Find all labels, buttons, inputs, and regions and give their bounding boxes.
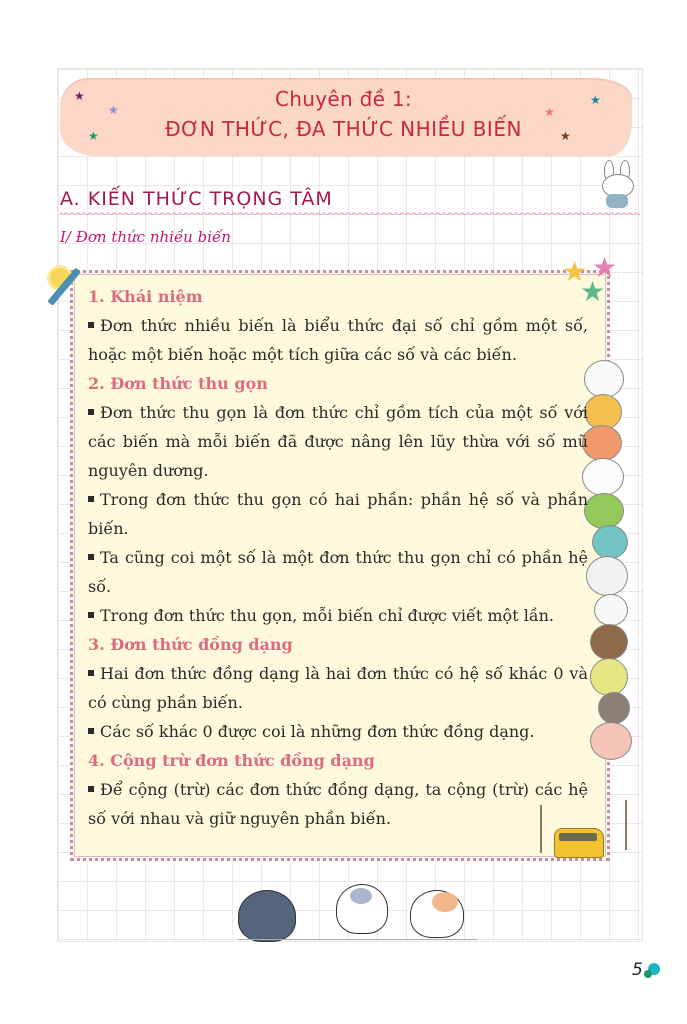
star-illustration: ★ bbox=[562, 255, 588, 288]
bullet-paragraph: Các số khác 0 được coi là những đơn thức đồng dạng. bbox=[88, 717, 588, 746]
critter-illustration bbox=[582, 458, 624, 496]
tree-illustration bbox=[625, 800, 627, 850]
bullet-icon bbox=[88, 786, 94, 792]
chapter-title: ĐƠN THỨC, ĐA THỨC NHIỀU BIẾN bbox=[165, 117, 522, 141]
chapter-label: Chuyên đề 1: bbox=[275, 87, 412, 111]
star-icon: ★ bbox=[590, 93, 601, 107]
bullet-icon bbox=[88, 409, 94, 415]
heading-cong-tru: 4. Cộng trừ đơn thức đồng dạng bbox=[88, 751, 375, 770]
heading-don-thuc-dong-dang: 3. Đơn thức đồng dạng bbox=[88, 635, 293, 654]
bullet-icon bbox=[88, 728, 94, 734]
critter-illustration bbox=[586, 556, 628, 596]
bullet-icon bbox=[88, 496, 94, 502]
bullet-paragraph: Trong đơn thức thu gọn, mỗi biến chỉ được viết một lần. bbox=[88, 601, 588, 630]
knowledge-content bbox=[88, 282, 588, 833]
star-icon: ★ bbox=[544, 105, 555, 119]
critter-illustration bbox=[590, 624, 628, 660]
star-illustration: ★ bbox=[580, 275, 606, 308]
page-dot-icon bbox=[644, 970, 652, 978]
critter-illustration bbox=[590, 658, 628, 696]
bullet-paragraph: Trong đơn thức thu gọn có hai phần: phần hệ số và phần biến. bbox=[88, 490, 588, 538]
critter-illustration bbox=[584, 360, 624, 398]
critter-illustration bbox=[584, 493, 624, 529]
heading-khai-niem: 1. Khái niệm bbox=[88, 287, 203, 306]
subsection-heading: I/ Đơn thức nhiều biến bbox=[60, 228, 231, 246]
page-number: 5 bbox=[632, 960, 643, 980]
critter-illustration bbox=[582, 425, 622, 461]
bullet-paragraph: Đơn thức nhiều biến là biểu thức đại số chỉ gồm một số, hoặc một biến hoặc một tích giữa các số và các biến. bbox=[88, 316, 588, 364]
bullet-paragraph: Hai đơn thức đồng dạng là hai đơn thức có hệ số khác 0 và có cùng phần biến. bbox=[88, 664, 588, 712]
bullet-paragraph: Để cộng (trừ) các đơn thức đồng dạng, ta cộng (trừ) các hệ số với nhau và giữ nguyên phần biến. bbox=[88, 780, 588, 828]
star-icon: ★ bbox=[74, 89, 85, 103]
star-illustration: ★ bbox=[592, 251, 618, 284]
bullet-icon bbox=[88, 554, 94, 560]
critter-illustration bbox=[590, 722, 632, 760]
cats-illustration bbox=[220, 880, 490, 950]
heading-don-thuc-thu-gon: 2. Đơn thức thu gọn bbox=[88, 374, 268, 393]
bunny-illustration bbox=[598, 160, 638, 210]
bullet-paragraph: Ta cũng coi một số là một đơn thức thu gọn chỉ có phần hệ số. bbox=[88, 548, 588, 596]
wavy-divider bbox=[60, 212, 640, 216]
bullet-paragraph: Đơn thức thu gọn là đơn thức chỉ gồm tích của một số với các biến mà mỗi biến đã được nâng lên lũy thừa với số mũ nguyên dương. bbox=[88, 403, 588, 480]
critter-illustration bbox=[598, 692, 630, 724]
bullet-icon bbox=[88, 670, 94, 676]
critter-illustration bbox=[592, 525, 628, 559]
bullet-icon bbox=[88, 612, 94, 618]
section-heading: A. KIẾN THỨC TRỌNG TÂM bbox=[60, 188, 333, 210]
critter-illustration bbox=[594, 594, 628, 626]
bullet-icon bbox=[88, 322, 94, 328]
star-icon: ★ bbox=[108, 103, 119, 117]
star-icon: ★ bbox=[560, 129, 571, 143]
star-icon: ★ bbox=[88, 129, 99, 143]
